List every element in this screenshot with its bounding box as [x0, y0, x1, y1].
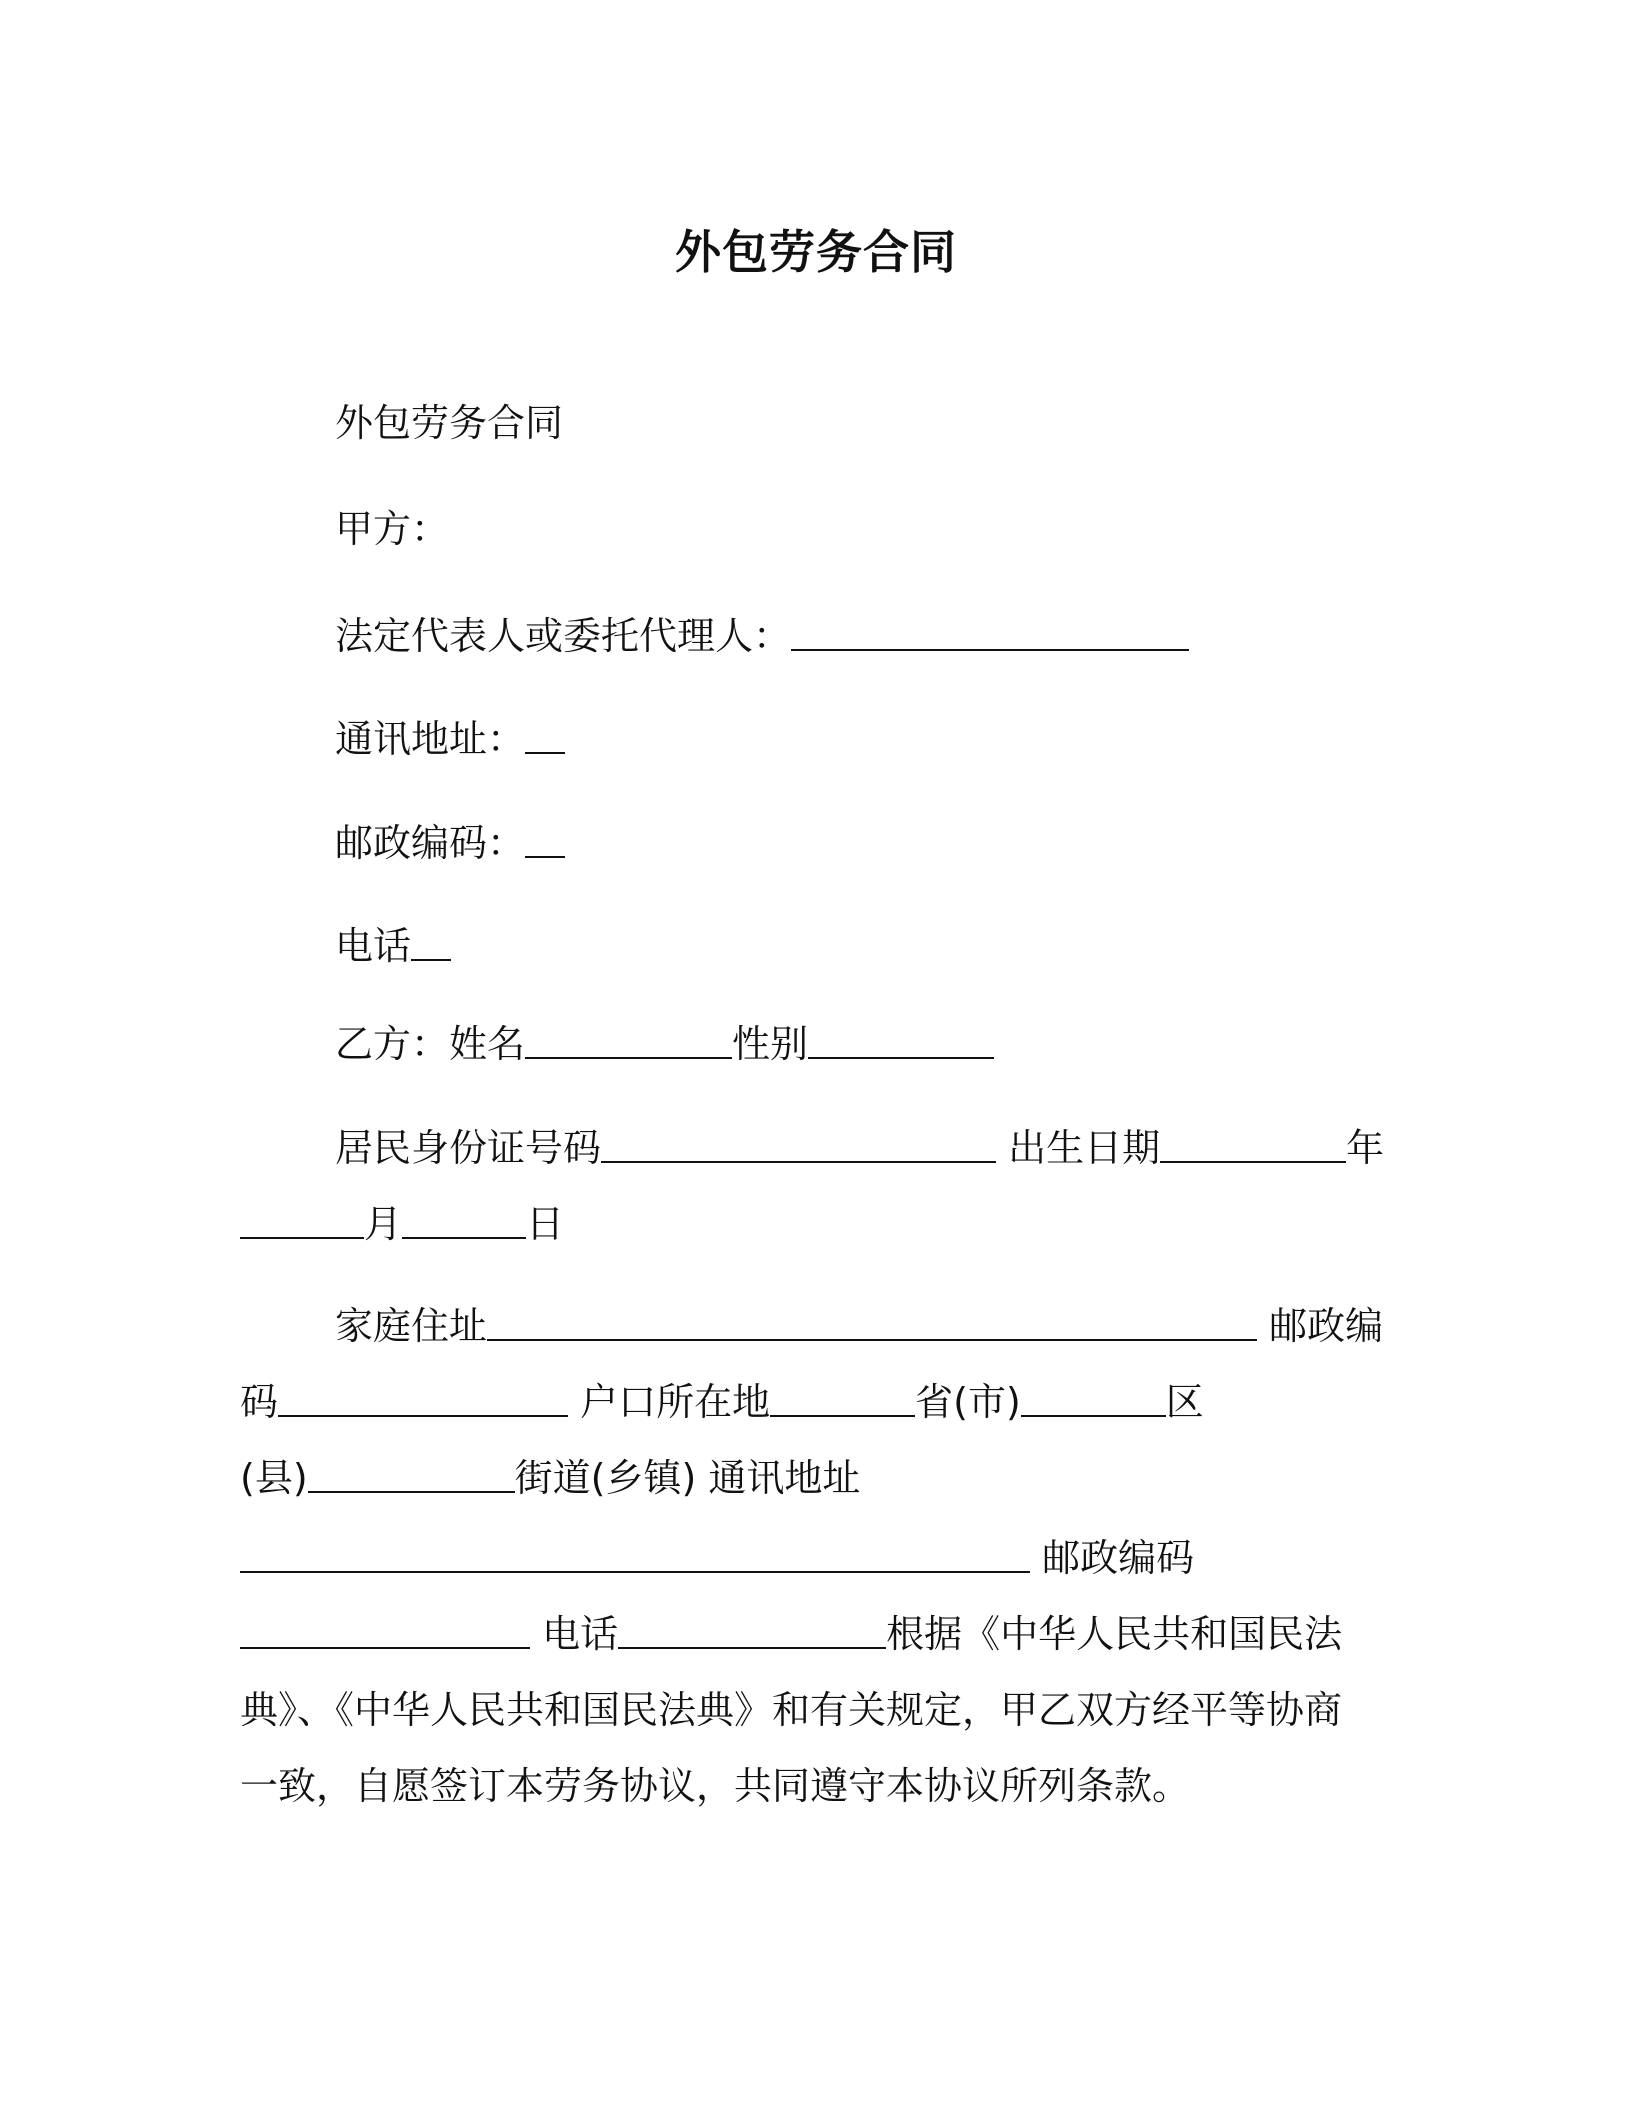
- id-label: 居民身份证号码: [335, 1126, 602, 1170]
- district-part1: 区: [1165, 1380, 1204, 1424]
- birth-month-blank[interactable]: [240, 1199, 364, 1239]
- party-b-phone-blank[interactable]: [618, 1609, 886, 1649]
- preamble-line-3: [240, 1760, 1190, 1812]
- party-a-postcode-label: 邮政编码：: [335, 821, 526, 865]
- party-a-phone-line: [335, 920, 451, 972]
- district-part2: (县): [240, 1456, 308, 1500]
- preamble-line2: 典》、《中华人民共和国民法典》和有关规定，甲乙双方经平等协商: [240, 1688, 1343, 1732]
- hukou-line: [240, 1376, 1204, 1428]
- subtitle-text: 外包劳务合同: [335, 401, 564, 445]
- preamble-line1: 根据《中华人民共和国民法: [886, 1612, 1343, 1656]
- province-label: 省(市): [915, 1380, 1021, 1424]
- subtitle: [335, 397, 563, 449]
- name-label: 姓名: [449, 1022, 526, 1066]
- representative-line: [335, 610, 1189, 662]
- party-a-line: [335, 503, 449, 555]
- party-a-address-label: 通讯地址：: [335, 717, 526, 761]
- hukou-province-blank[interactable]: [770, 1377, 915, 1417]
- party-b-label: 乙方：: [335, 1022, 450, 1066]
- phone-preamble-line: [240, 1608, 1342, 1660]
- preamble-line-2: [240, 1684, 1342, 1736]
- party-b-postcode-label: 邮政编码: [1042, 1536, 1195, 1580]
- street-label: 街道(乡镇): [514, 1456, 697, 1500]
- name-blank[interactable]: [525, 1019, 732, 1059]
- party-a-phone-label: 电话: [335, 924, 412, 968]
- postcode-part2: 码: [240, 1380, 279, 1424]
- party-a-phone-blank[interactable]: [411, 921, 451, 961]
- party-a-postcode-blank[interactable]: [525, 818, 565, 858]
- document-title: 外包劳务合同: [675, 225, 957, 279]
- birth-day-blank[interactable]: [402, 1199, 526, 1239]
- mail-address-blank[interactable]: [240, 1533, 1030, 1573]
- postcode-part1: 邮政编: [1269, 1304, 1384, 1348]
- day-label: 日: [526, 1202, 565, 1246]
- home-address-label: 家庭住址: [335, 1304, 488, 1348]
- year-label: 年: [1346, 1126, 1385, 1170]
- party-a-postcode-line: [335, 817, 565, 869]
- mail-address-line: [240, 1532, 1194, 1584]
- party-a-label: 甲方：: [335, 507, 450, 551]
- birth-label: 出生日期: [1008, 1126, 1161, 1170]
- home-postcode-blank[interactable]: [278, 1377, 568, 1417]
- representative-label: 法定代表人或委托代理人：: [335, 614, 792, 658]
- party-b-postcode-blank[interactable]: [240, 1609, 530, 1649]
- hukou-label: 户口所在地: [580, 1380, 771, 1424]
- mail-address-label: 通讯地址: [708, 1456, 861, 1500]
- id-blank[interactable]: [601, 1123, 996, 1163]
- hukou-street-blank[interactable]: [308, 1453, 515, 1493]
- birth-date-line: [240, 1198, 564, 1250]
- party-a-address-line: [335, 713, 565, 765]
- birth-year-blank[interactable]: [1160, 1123, 1346, 1163]
- gender-label: 性别: [732, 1022, 809, 1066]
- preamble-line3: 一致，自愿签订本劳务协议，共同遵守本协议所列条款。: [240, 1764, 1191, 1808]
- street-line: [240, 1452, 860, 1504]
- home-address-line: [335, 1300, 1383, 1352]
- gender-blank[interactable]: [808, 1019, 994, 1059]
- hukou-district-blank[interactable]: [1021, 1377, 1166, 1417]
- party-b-line: [335, 1018, 994, 1070]
- party-b-phone-label: 电话: [542, 1612, 619, 1656]
- id-line: [335, 1122, 1384, 1174]
- month-label: 月: [364, 1202, 403, 1246]
- home-address-blank[interactable]: [487, 1301, 1257, 1341]
- representative-blank[interactable]: [791, 611, 1189, 651]
- party-a-address-blank[interactable]: [525, 714, 565, 754]
